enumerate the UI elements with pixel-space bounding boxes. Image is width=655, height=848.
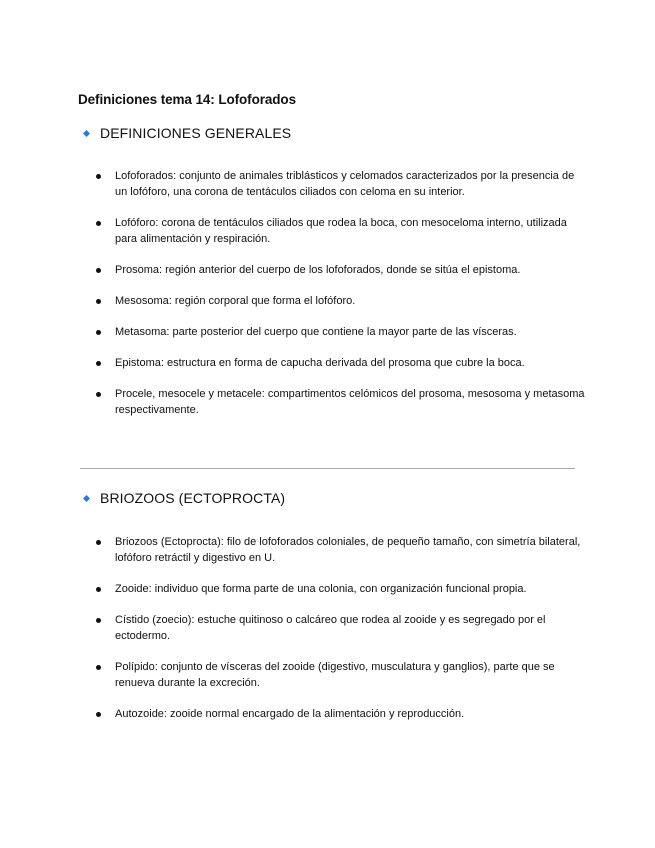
section-heading-briozoos xyxy=(82,490,285,506)
list-item xyxy=(96,262,586,278)
list-item xyxy=(96,215,586,247)
bullet-icon xyxy=(96,618,101,623)
bullet-icon xyxy=(96,299,101,304)
bullet-icon xyxy=(96,221,101,226)
list-item-text: Procele, mesocele y metacele: compartimentos celómicos del prosoma, mesosoma y metasoma respectivamente. xyxy=(115,388,585,416)
list-item xyxy=(96,355,586,371)
diamond-bullet-icon xyxy=(83,494,90,501)
bullet-icon xyxy=(96,392,101,397)
list-item xyxy=(96,386,586,418)
list-item-text: Metasoma: parte posterior del cuerpo que contiene la mayor parte de las vísceras. xyxy=(115,326,517,338)
section-divider xyxy=(80,468,575,469)
list-item xyxy=(96,324,586,340)
list-item xyxy=(96,706,586,722)
list-item-text: Cístido (zoecio): estuche quitinoso o calcáreo que rodea al zooide y es segregado por el ectodermo. xyxy=(115,614,546,642)
list-item-text: Prosoma: región anterior del cuerpo de los lofoforados, donde se sitúa el epistoma. xyxy=(115,264,521,276)
list-item xyxy=(96,293,586,309)
bullet-icon xyxy=(96,174,101,179)
briozoos-list xyxy=(96,534,586,737)
list-item-text: Autozoide: zooide normal encargado de la alimentación y reproducción. xyxy=(115,708,465,720)
list-item-text: Polípido: conjunto de vísceras del zooide (digestivo, musculatura y ganglios), parte que se renueva durante la excreción. xyxy=(115,661,555,689)
section-heading-text: DEFINICIONES GENERALES xyxy=(100,125,292,141)
diamond-bullet-icon xyxy=(83,129,90,136)
list-item-text: Epistoma: estructura en forma de capucha derivada del prosoma que cubre la boca. xyxy=(115,357,525,369)
list-item xyxy=(96,612,586,644)
list-item-text: Briozoos (Ectoprocta): filo de lofoforados coloniales, de pequeño tamaño, con simetría bilateral, lofóforo retráctil y digestivo en U. xyxy=(115,536,581,564)
bullet-icon xyxy=(96,540,101,545)
list-item-text: Lofóforo: corona de tentáculos ciliados que rodea la boca, con mesoceloma interno, utilizada para alimentación y respiración. xyxy=(115,217,567,245)
list-item xyxy=(96,581,586,597)
list-item-text: Zooide: individuo que forma parte de una colonia, con organización funcional propia. xyxy=(115,583,527,595)
definitions-list xyxy=(96,168,586,433)
list-item-text: Mesosoma: región corporal que forma el lofóforo. xyxy=(115,295,356,307)
bullet-icon xyxy=(96,361,101,366)
list-item xyxy=(96,534,586,566)
bullet-icon xyxy=(96,268,101,273)
list-item xyxy=(96,659,586,691)
bullet-icon xyxy=(96,330,101,335)
bullet-icon xyxy=(96,712,101,717)
section-heading-text: BRIOZOOS (ECTOPROCTA) xyxy=(100,490,286,506)
list-item xyxy=(96,168,586,200)
bullet-icon xyxy=(96,665,101,670)
bullet-icon xyxy=(96,587,101,592)
document-title: Definiciones tema 14: Lofoforados xyxy=(78,92,296,107)
list-item-text: Lofoforados: conjunto de animales triblásticos y celomados caracterizados por la presencia de un lofóforo, una corona de tentáculos ciliados con celoma en su interior. xyxy=(115,170,575,198)
section-heading-definiciones-generales xyxy=(82,125,291,141)
